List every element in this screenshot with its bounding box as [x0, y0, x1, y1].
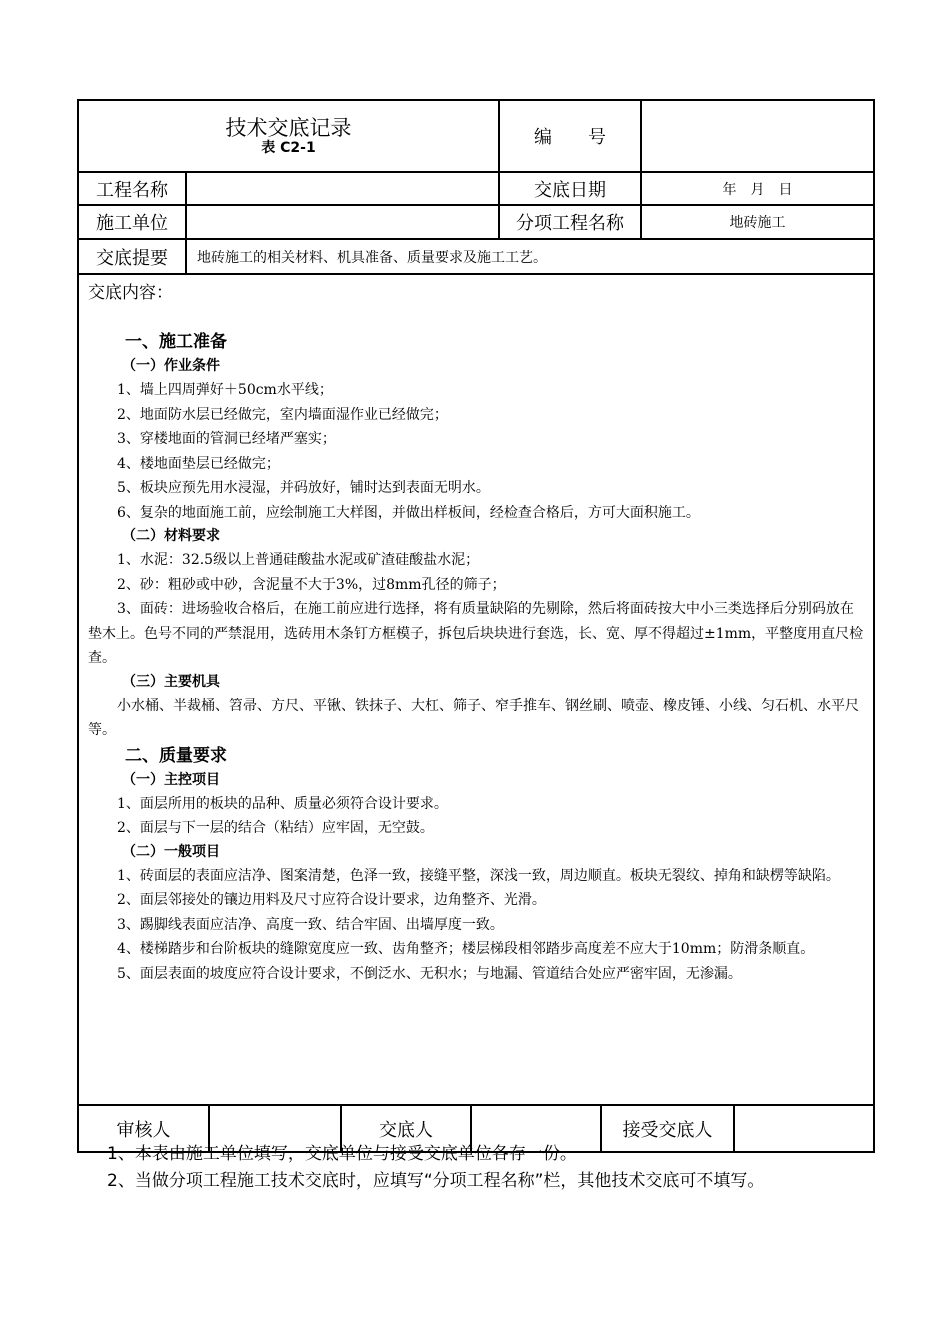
list-item: 2、砂：粗砂或中砂，含泥量不大于3%，过8mm孔径的筛子；: [117, 576, 506, 593]
list-item: 2、面层与下一层的结合（粘结）应牢固，无空鼓。: [117, 820, 434, 836]
form-table: [77, 99, 875, 1106]
form-code: 表 C2-1: [261, 140, 316, 157]
project-name-label: 工程名称: [78, 172, 186, 205]
subsection-heading: （二）材料要求: [122, 528, 220, 544]
footnote: 2、当做分项工程施工技术交底时，应填写“分项工程名称”栏，其他技术交底可不填写。: [107, 1171, 765, 1191]
disclosure-form: [77, 99, 873, 1153]
list-item: 4、楼地面垫层已经做完；: [117, 455, 280, 472]
list-item: 2、地面防水层已经做完，室内墙面湿作业已经做完；: [117, 406, 448, 423]
date-label: 交底日期: [499, 172, 641, 205]
number-field[interactable]: [641, 100, 874, 172]
footnote: 1、本表由施工单位填写，交底单位与接受交底单位各存一份。: [107, 1144, 577, 1164]
receiver-label: 接受交底人: [601, 1106, 734, 1152]
unit-label: 施工单位: [78, 205, 186, 239]
discloser-label: 交底人: [341, 1106, 471, 1152]
list-item: 3、面砖：进场验收合格后，在施工前应进行选择，将有质量缺陷的先剔除，然后将面砖按大中小三类选择后分别码放在垫木上。色号不同的严禁混用，选砖用木条钉方框模子，拆包后块块进行套选，长、宽、厚不得超过±1mm，平整度用直尺检查。: [88, 601, 864, 666]
section-heading: 一、施工准备: [125, 332, 227, 352]
list-item: 3、穿楼地面的管洞已经堵严塞实；: [117, 431, 336, 447]
reviewer-label: 审核人: [78, 1106, 209, 1152]
subsection-heading: （二）一般项目: [122, 843, 220, 860]
number-label: 编 号: [499, 100, 641, 172]
date-field[interactable]: 年 月 日: [641, 172, 874, 205]
project-name-field[interactable]: [186, 172, 499, 205]
list-item: 5、面层表面的坡度应符合设计要求，不倒泛水、无积水；与地漏、管道结合处应严密牢固，无渗漏。: [117, 965, 742, 982]
summary-field[interactable]: 地砖施工的相关材料、机具准备、质量要求及施工工艺。: [186, 239, 874, 274]
list-item: 1、水泥：32.5级以上普通硅酸盐水泥或矿渣硅酸盐水泥；: [117, 552, 480, 568]
list-item: 1、墙上四周弹好＋50cm水平线；: [117, 382, 333, 398]
list-item: 5、板块应预先用水浸湿，并码放好，铺时达到表面无明水。: [117, 480, 490, 496]
title-cell: [78, 100, 499, 172]
list-item: 3、踢脚线表面应洁净、高度一致、结合牢固、出墙厚度一致。: [117, 916, 504, 933]
unit-field[interactable]: [186, 205, 499, 239]
tool-list: 小水桶、半裁桶、笤帚、方尺、平锹、铁抹子、大杠、筛子、窄手推车、钢丝刷、喷壶、橡皮锤、小线、匀石机、水平尺等。: [88, 697, 859, 738]
subsection-heading: （一）作业条件: [122, 358, 220, 374]
content-body: [78, 274, 874, 1105]
list-item: 1、砖面层的表面应洁净、图案清楚，色泽一致，接缝平整，深浅一致，周边顺直。板块无裂纹、掉角和缺楞等缺陷。: [117, 867, 840, 884]
section-heading: 二、质量要求: [125, 745, 227, 766]
subsection-heading: （一）主控项目: [122, 771, 220, 788]
list-item: 1、面层所用的板块的品种、质量必须符合设计要求。: [117, 795, 448, 812]
list-item: 6、复杂的地面施工前，应绘制施工大样图，并做出样板间，经检查合格后，方可大面积施工。: [117, 504, 700, 521]
form-title: 技术交底记录: [225, 115, 352, 140]
list-item: 4、楼梯踏步和台阶板块的缝隙宽度应一致、齿角整齐；楼层梯段相邻踏步高度差不应大于10mm；防滑条顺直。: [117, 941, 815, 957]
subsection-heading: （三）主要机具: [122, 673, 220, 690]
subitem-field[interactable]: 地砖施工: [641, 205, 874, 239]
content-lead: 交底内容：: [88, 283, 173, 303]
list-item: 2、面层邻接处的镶边用料及尺寸应符合设计要求，边角整齐、光滑。: [117, 892, 546, 908]
subitem-label: 分项工程名称: [499, 205, 641, 239]
footnotes: [107, 1141, 764, 1195]
summary-label: 交底提要: [78, 239, 186, 274]
